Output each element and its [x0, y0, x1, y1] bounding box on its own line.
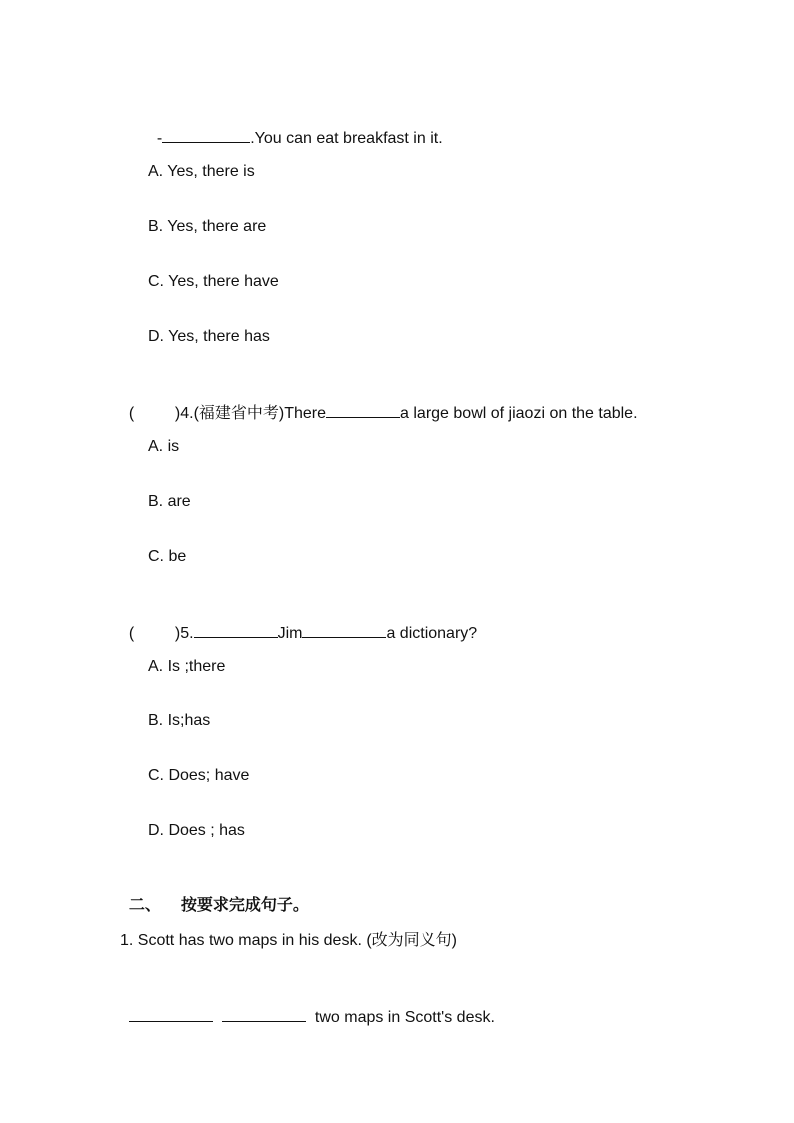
s2-q1-answer-text: two maps in Scott's desk. — [314, 1009, 495, 1026]
q5-option-b: B. Is;has — [148, 712, 211, 729]
q5-mid-text: Jim — [277, 625, 303, 642]
section-heading — [120, 876, 309, 916]
q5-answer-blank-2[interactable] — [302, 622, 386, 638]
q3-option-c: C. Yes, there have — [148, 273, 279, 290]
q5-answer-bracket[interactable]: ( — [128, 625, 135, 642]
q3-option-b: B. Yes, there are — [148, 218, 267, 235]
q4-option-c: C. be — [148, 548, 187, 565]
q4-number: 4.(福建省中考)There — [180, 405, 327, 422]
s2-q1-answer-line — [120, 986, 495, 1028]
q5-stem: ( )5. Jim a dictionary? — [120, 602, 477, 644]
q3-option-a: A. Yes, there is — [148, 163, 255, 180]
s2-q1-answer-blank-2[interactable] — [222, 1006, 306, 1022]
q5-option-a: A. Is ;there — [148, 658, 226, 675]
q5-option-d: D. Does ; has — [148, 822, 245, 839]
q5-answer-blank-1[interactable] — [194, 622, 278, 638]
q4-option-b: B. are — [148, 493, 191, 510]
q3-prefix: - — [156, 130, 163, 147]
s2-q1-answer-blank-1[interactable] — [129, 1006, 213, 1022]
q3-stem-text: .You can eat breakfast in it. — [250, 130, 443, 147]
q4-option-a: A. is — [148, 438, 180, 455]
q5-stem-text: a dictionary? — [386, 625, 478, 642]
q3-stem — [148, 107, 443, 149]
s2-q1-stem: 1. Scott has two maps in his desk. (改为同义句) — [120, 932, 457, 949]
q4-answer-blank[interactable] — [326, 402, 400, 418]
section-title: 按要求完成句子。 — [180, 897, 309, 914]
q3-option-d: D. Yes, there has — [148, 328, 270, 345]
q4-stem: ( )4.(福建省中考)There a large bowl of jiaozi on the table. — [120, 382, 638, 424]
q4-stem-text: a large bowl of jiaozi on the table. — [400, 405, 638, 422]
section-number: 二、 — [128, 897, 161, 914]
q5-number: 5. — [180, 625, 194, 642]
q4-answer-bracket[interactable]: ( — [128, 405, 135, 422]
q5-option-c: C. Does; have — [148, 767, 250, 784]
q3-answer-blank[interactable] — [162, 127, 250, 143]
